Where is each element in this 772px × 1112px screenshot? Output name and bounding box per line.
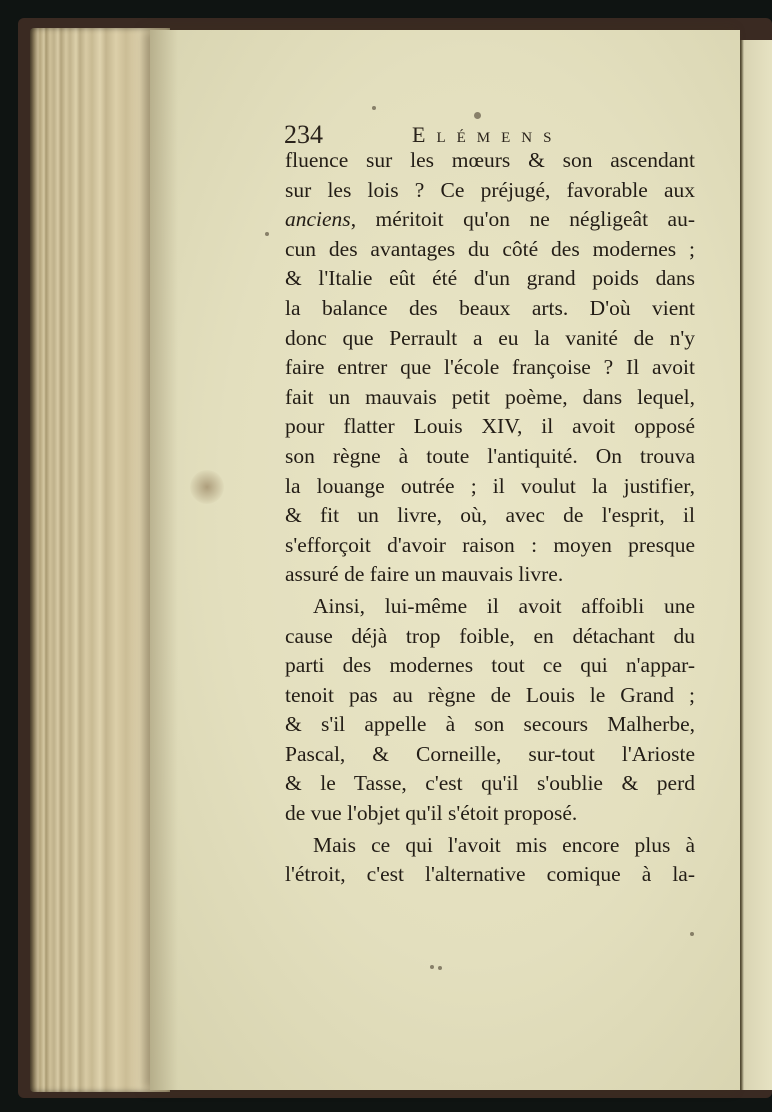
text-line: donc que Perrault a eu la vanité de n'y [285, 325, 695, 350]
text-line: parti des modernes tout ce qui n'appar- [285, 653, 695, 678]
running-title: Elémens [412, 122, 563, 147]
ink-speck [372, 106, 376, 110]
text-line: fait un mauvais petit poème, dans lequel, [285, 384, 695, 409]
text-line: & l'Italie eût été d'un grand poids dans [285, 266, 695, 291]
text-line: cause déjà trop foible, en détachant du [285, 623, 695, 648]
paragraph [285, 831, 695, 890]
text-line: sur les lois ? Ce préjugé, favorable aux [285, 177, 695, 202]
text-line: & fit un livre, où, avec de l'esprit, il [285, 503, 695, 528]
italic-word: anciens [285, 207, 351, 232]
text-line: pour flatter Louis XIV, il avoit opposé [285, 414, 695, 439]
text-line: & le Tasse, c'est qu'il s'oublie & perd [285, 771, 695, 796]
ink-speck [438, 966, 442, 970]
text-line: cun des avantages du côté des modernes ; [285, 236, 695, 261]
paper-stain [190, 470, 224, 504]
text-line: la balance des beaux arts. D'où vient [285, 295, 695, 320]
text-line-rest: , méritoit qu'on ne négligeât au- [350, 207, 695, 232]
ink-speck [690, 932, 694, 936]
text-line: s'efforçoit d'avoir raison : moyen presque [285, 532, 695, 557]
text-line: assuré de faire un mauvais livre. [285, 562, 564, 587]
text-line [285, 205, 695, 235]
text-line: la louange outrée ; il voulut la justifier, [285, 473, 695, 498]
text-line: l'étroit, c'est l'alternative comique à la- [285, 862, 695, 887]
ink-speck [430, 965, 434, 969]
text-line: fluence sur les mœurs & son ascendant [285, 148, 695, 172]
paragraph [285, 146, 695, 590]
page-number: 234 [284, 120, 323, 149]
facing-page-edge [738, 40, 772, 1090]
text-line: son règne à toute l'antiquité. On trouva [285, 443, 695, 468]
ink-speck [265, 232, 269, 236]
page-edges [30, 28, 170, 1092]
text-line: de vue l'objet qu'il s'étoit proposé. [285, 801, 578, 826]
text-line: & s'il appelle à son secours Malherbe, [285, 712, 695, 737]
paragraph [285, 592, 695, 829]
body-text [285, 146, 695, 890]
text-line: faire entrer que l'école françoise ? Il avoit [285, 355, 695, 380]
text-line: Pascal, & Corneille, sur-tout l'Arioste [285, 741, 695, 766]
text-line: Ainsi, lui-même il avoit affoibli une [313, 593, 695, 618]
text-line: Mais ce qui l'avoit mis encore plus à [313, 832, 695, 857]
text-line: tenoit pas au règne de Louis le Grand ; [285, 682, 695, 707]
